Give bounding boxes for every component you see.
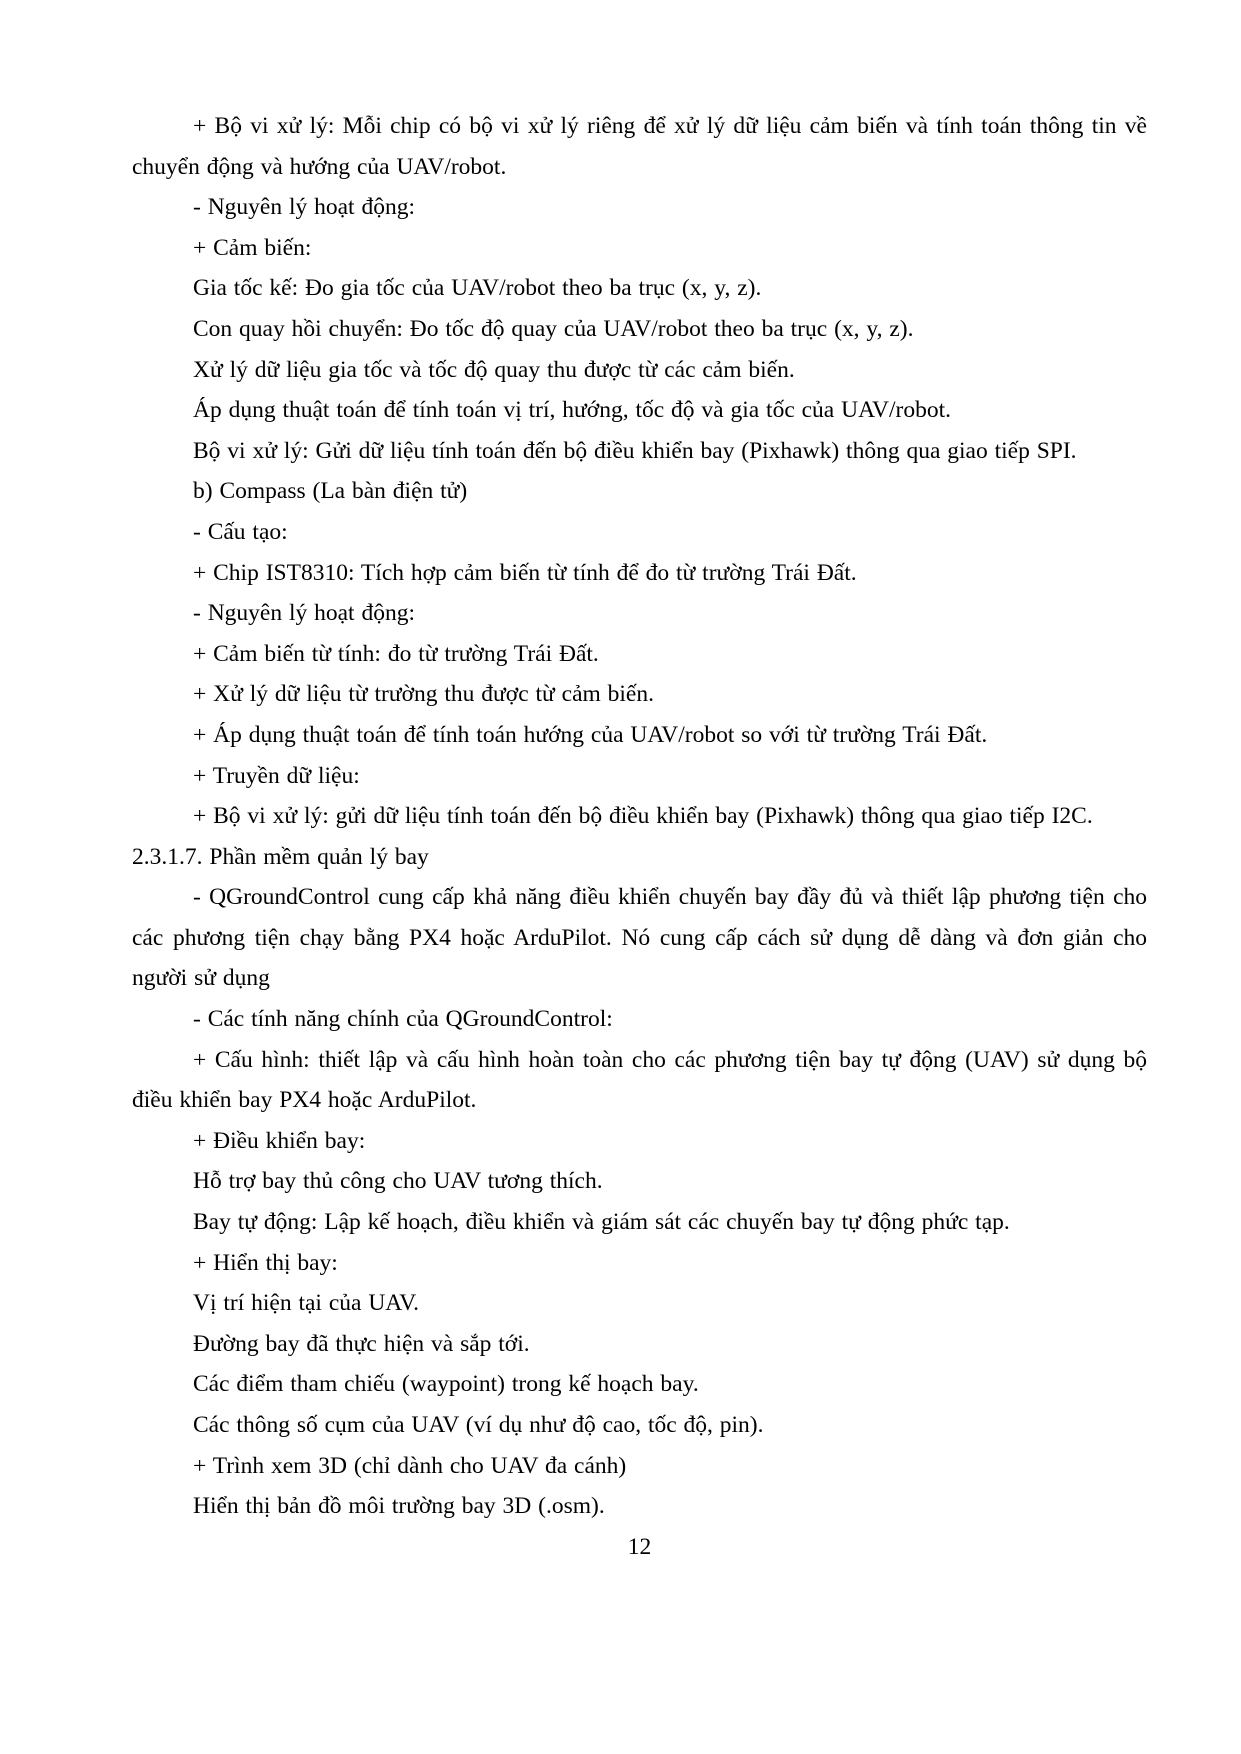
paragraph: Đường bay đã thực hiện và sắp tới.: [193, 1330, 530, 1357]
paragraph: + Trình xem 3D (chỉ dành cho UAV đa cánh): [193, 1452, 627, 1479]
paragraph: Áp dụng thuật toán để tính toán vị trí, hướng, tốc độ và gia tốc của UAV/robot.: [193, 397, 952, 424]
paragraph: Các thông số cụm của UAV (ví dụ như độ cao, tốc độ, pin).: [193, 1412, 764, 1438]
paragraph: + Hiển thị bay:: [193, 1249, 338, 1276]
paragraph: Bay tự động: Lập kế hoạch, điều khiển và giám sát các chuyến bay tự động phức tạp.: [193, 1209, 1010, 1236]
paragraph: Bộ vi xử lý: Gửi dữ liệu tính toán đến bộ điều khiển bay (Pixhawk) thông qua giao tiếp SPI.: [193, 437, 1077, 464]
paragraph: + Truyền dữ liệu:: [193, 762, 360, 789]
paragraph: - QGroundControl cung cấp khả năng điều khiển chuyến bay đầy đủ và thiết lập phương tiện cho các phương tiện chạy bằng PX4 hoặc ArduPilot. Nó cung cấp cách sử dụng dễ dàng và đơn giản cho người sử dụng: [132, 884, 1147, 992]
paragraph: Hiển thị bản đồ môi trường bay 3D (.osm).: [193, 1493, 605, 1520]
paragraph: + Bộ vi xử lý: gửi dữ liệu tính toán đến bộ điều khiển bay (Pixhawk) thông qua giao tiếp I2C.: [193, 803, 1093, 830]
paragraph: + Điều khiển bay:: [193, 1127, 366, 1154]
paragraph: - Các tính năng chính của QGroundControl:: [193, 1006, 613, 1033]
paragraph: 2.3.1.7. Phần mềm quản lý bay: [132, 843, 429, 870]
paragraph: + Cảm biến từ tính: đo từ trường Trái Đất.: [193, 640, 599, 667]
paragraph: Gia tốc kế: Đo gia tốc của UAV/robot theo ba trục (x, y, z).: [193, 275, 762, 302]
paragraph: - Nguyên lý hoạt động:: [193, 194, 415, 221]
paragraph: - Cấu tạo:: [193, 518, 288, 545]
paragraph: + Áp dụng thuật toán để tính toán hướng của UAV/robot so với từ trường Trái Đất.: [193, 721, 988, 748]
page-number: 12: [627, 1533, 652, 1560]
paragraph: + Chip IST8310: Tích hợp cảm biến từ tính để đo từ trường Trái Đất.: [193, 559, 857, 586]
paragraph: + Xử lý dữ liệu từ trường thu được từ cảm biến.: [193, 681, 654, 708]
paragraph: Hỗ trợ bay thủ công cho UAV tương thích.: [193, 1168, 603, 1195]
paragraph: - Nguyên lý hoạt động:: [193, 600, 415, 627]
body-text: [132, 106, 1147, 1527]
paragraph: Vị trí hiện tại của UAV.: [193, 1290, 420, 1317]
paragraph: Con quay hồi chuyển: Đo tốc độ quay của UAV/robot theo ba trục (x, y, z).: [193, 315, 914, 342]
paragraph: + Bộ vi xử lý: Mỗi chip có bộ vi xử lý riêng để xử lý dữ liệu cảm biến và tính toán thông tin về chuyển động và hướng của UAV/robot.: [132, 113, 1147, 180]
paragraph: Các điểm tham chiếu (waypoint) trong kế hoạch bay.: [193, 1371, 699, 1398]
paragraph: + Cảm biến:: [193, 234, 312, 261]
paragraph: + Cấu hình: thiết lập và cấu hình hoàn toàn cho các phương tiện bay tự động (UAV) sử dụng bộ điều khiển bay PX4 hoặc ArduPilot.: [132, 1046, 1147, 1114]
paragraph: b) Compass (La bàn điện tử): [193, 478, 468, 505]
paragraph: Xử lý dữ liệu gia tốc và tốc độ quay thu được từ các cảm biến.: [193, 356, 795, 383]
